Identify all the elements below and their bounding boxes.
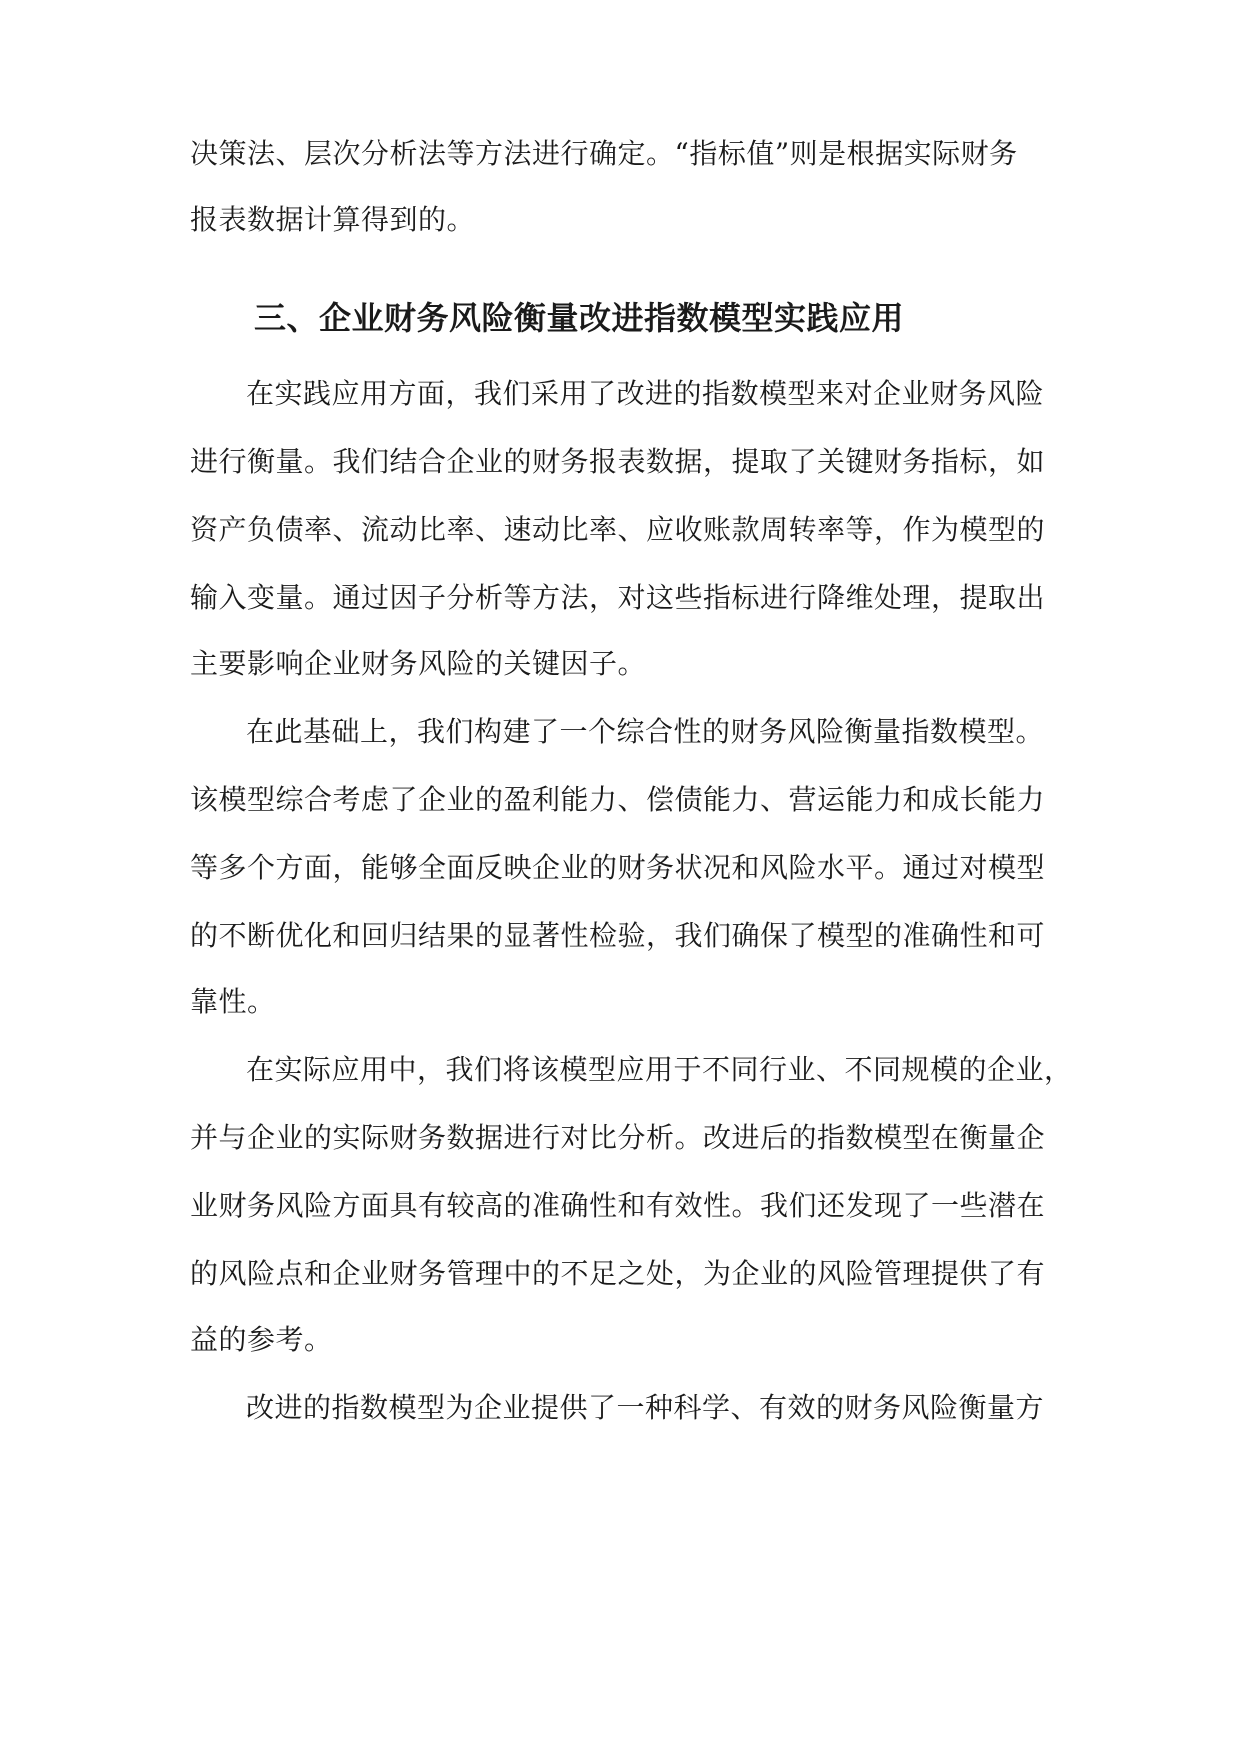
body-text-line: 的风险点和企业财务管理中的不足之处，为企业的风险管理提供了有 [190,1257,1046,1290]
body-text-line: 资产负债率、流动比率、速动比率、应收账款周转率等，作为模型的 [190,513,1046,546]
body-text-line: 的不断优化和回归结果的显著性检验，我们确保了模型的准确性和可 [190,919,1046,952]
body-text-line: 该模型综合考虑了企业的盈利能力、偿债能力、营运能力和成长能力 [190,783,1046,816]
paragraph-first-line: 在实际应用中，我们将该模型应用于不同行业、不同规模的企业， [246,1053,1073,1086]
paragraph-first-line: 在实践应用方面，我们采用了改进的指数模型来对企业财务风险 [246,377,1045,410]
body-text-line: 靠性。 [190,985,276,1018]
body-text-line: 并与企业的实际财务数据进行对比分析。改进后的指数模型在衡量企 [190,1121,1046,1154]
paragraph-first-line: 改进的指数模型为企业提供了一种科学、有效的财务风险衡量方 [246,1391,1045,1424]
body-text-line: 益的参考。 [190,1323,333,1356]
body-text-line: 输入变量。通过因子分析等方法，对这些指标进行降维处理，提取出 [190,581,1046,614]
body-text-line: 决策法、层次分析法等方法进行确定。“指标值”则是根据实际财务 [190,137,1018,170]
body-text-line: 业财务风险方面具有较高的准确性和有效性。我们还发现了一些潜在 [190,1189,1046,1222]
section-heading: 三、企业财务风险衡量改进指数模型实践应用 [254,299,905,337]
body-text-line: 报表数据计算得到的。 [190,203,476,236]
body-text-line: 等多个方面，能够全面反映企业的财务状况和风险水平。通过对模型 [190,851,1046,884]
body-text-line: 主要影响企业财务风险的关键因子。 [190,647,647,680]
body-text-line: 进行衡量。我们结合企业的财务报表数据，提取了关键财务指标，如 [190,445,1046,478]
paragraph-first-line: 在此基础上，我们构建了一个综合性的财务风险衡量指数模型。 [246,715,1045,748]
